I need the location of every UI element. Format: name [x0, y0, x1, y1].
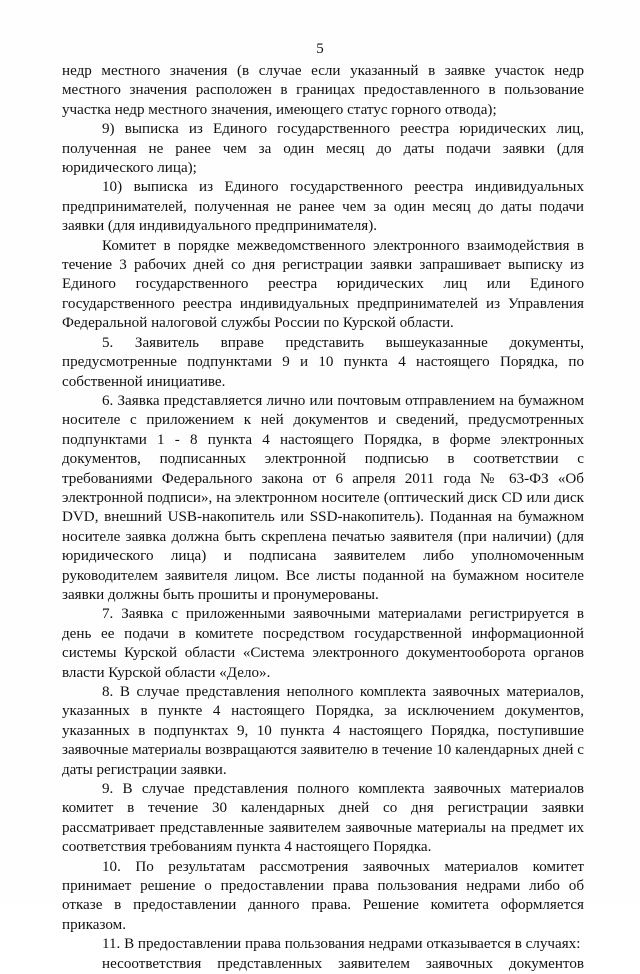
- paragraph-clause-11: 11. В предоставлении права пользования недрами отказывается в случаях:: [102, 936, 581, 953]
- paragraph-interagency-request: Комитет в порядке межведомственного электронного взаимодействия в течение 3 рабочих дней со дня регистрации заявки запрашивает выписку из Единого государственного реестра юридических лиц или Единого государственного реестра индивидуальных предпринимателей из Управления Федеральной налоговой службы России по Курской области.: [62, 237, 584, 332]
- paragraph-clause-5: 5. Заявитель вправе представить вышеуказанные документы, предусмотренные подпунктами 9 и 10 пункта 4 настоящего Порядка, по собственной инициативе.: [62, 334, 584, 390]
- paragraph-item-10: 10) выписка из Единого государственного реестра индивидуальных предпринимателей, полученная не ранее чем за один месяц до даты подачи заявки (для индивидуального предпринимателя).: [62, 179, 584, 235]
- paragraph-clause-7: 7. Заявка с приложенными заявочными материалами регистрируется в день ее подачи в комитете посредством государственной информационной системы Курской области «Система электронного документооборота органов власти Курской области «Дело».: [62, 606, 584, 681]
- paragraph-clause-6: 6. Заявка представляется лично или почтовым отправлением на бумажном носителе с приложением к ней документов и сведений, предусмотренных подпунктами 1 - 8 пункта 4 настоящего Порядка, в форме электронных документов, подписанных электронной подписью в соответствии с требованиями Федерального закона от 6 апреля 2011 года № 63-ФЗ «Об электронной подписи», на электронном носителе (оптический диск CD или диск DVD, внешний USB-накопитель или SSD-накопитель). Поданная на бумажном носителе заявка должна быть скреплена печатью заявителя (при наличии) (для юридического лица) и подписана заявителем либо уполномоченным руководителем заявителя лицом. Все листы поданной на бумажном носителе заявки должны быть прошиты и пронумерованы.: [62, 392, 584, 603]
- page-number: 5: [316, 41, 324, 57]
- paragraph-clause-10: 10. По результатам рассмотрения заявочных материалов комитет принимает решение о предоставлении права пользования недрами либо об отказе в предоставлении данного права. Решение комитета оформляется приказом.: [62, 858, 584, 933]
- paragraph-item-9: 9) выписка из Единого государственного реестра юридических лиц, полученная не ранее чем за один месяц до даты подачи заявки (для юридического лица);: [62, 121, 584, 177]
- paragraph-continuation: недр местного значения (в случае если указанный в заявке участок недр местного значения расположен в границах предоставленного в пользование участка недр местного значения, имеющего статус горного отвода);: [62, 63, 584, 118]
- paragraph-refusal-reason: несоответствия представленных заявителем заявочных документов: [102, 955, 584, 972]
- paragraph-clause-8: 8. В случае представления неполного комплекта заявочных материалов, указанных в пункте 4 настоящего Порядка, за исключением документов, указанных в подпунктах 9, 10 пункта 4 настоящего Порядка, поступившие заявочные материалы возвращаются заявителю в течение 10 календарных дней с даты регистрации заявки.: [62, 684, 584, 778]
- paragraph-clause-9: 9. В случае представления полного комплекта заявочных материалов комитет в течение 30 календарных дней со дня регистрации заявки рассматривает представленные заявителем заявочные материалы на предмет их соответствия требованиям пункта 4 настоящего Порядка.: [62, 781, 584, 856]
- document-body: [62, 62, 584, 974]
